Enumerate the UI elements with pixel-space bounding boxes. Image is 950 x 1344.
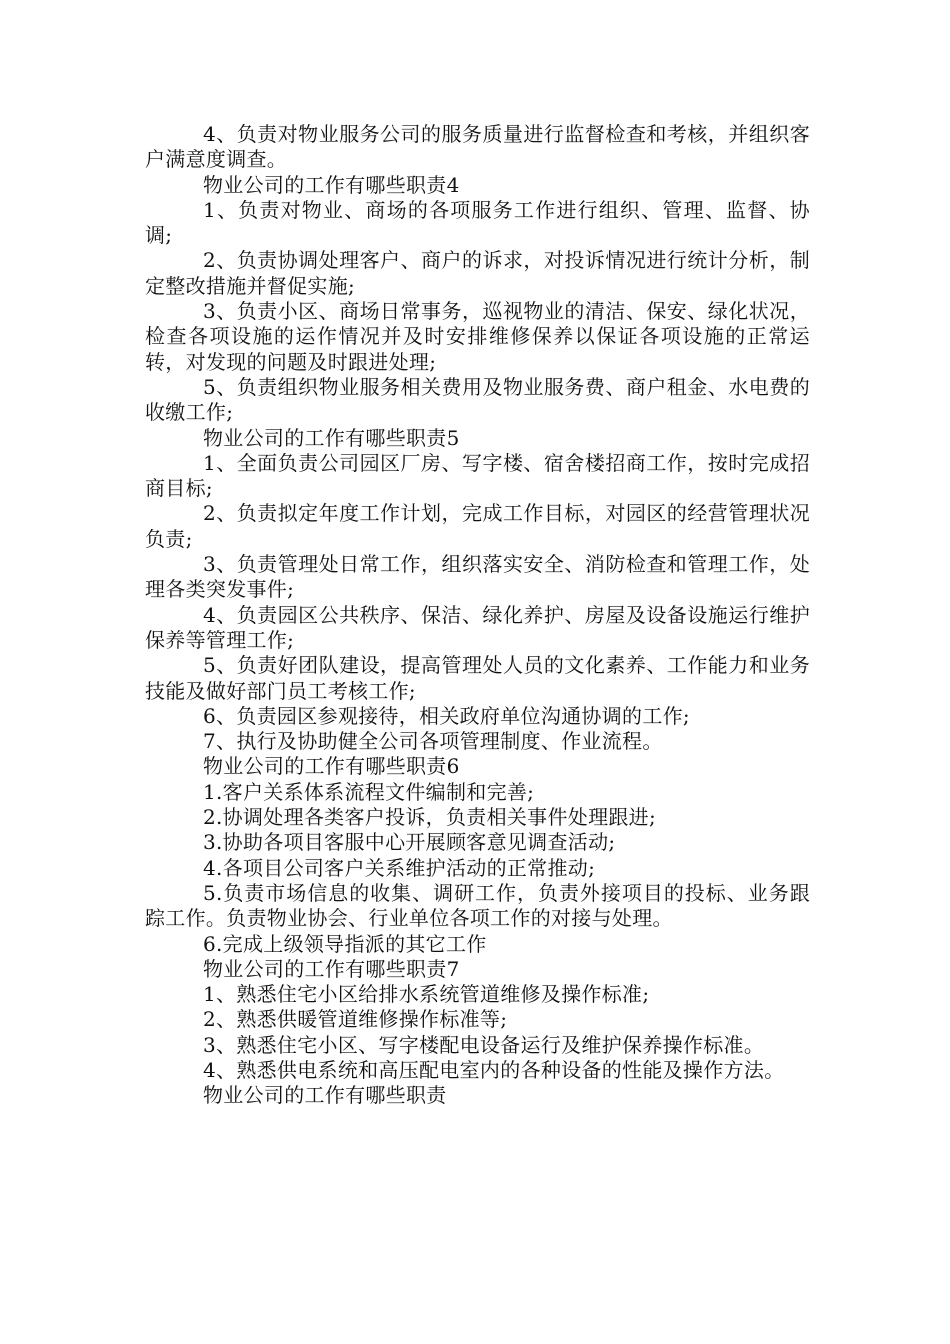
document-body xyxy=(145,122,810,1109)
paragraph: 2、负责协调处理客户、商户的诉求，对投诉情况进行统计分析，制定整改措施并督促实施; xyxy=(145,248,810,298)
paragraph: 4、负责对物业服务公司的服务质量进行监督检查和考核，并组织客户满意度调查。 xyxy=(145,122,810,172)
paragraph: 5、负责组织物业服务相关费用及物业服务费、商户租金、水电费的收缴工作; xyxy=(145,374,810,425)
section-heading: 物业公司的工作有哪些职责 xyxy=(203,1083,447,1108)
paragraph: 5、负责好团队建设，提高管理处人员的文化素养、工作能力和业务技能及做好部门员工考核工作; xyxy=(145,653,810,703)
paragraph: 5.负责市场信息的收集、调研工作，负责外接项目的投标、业务跟踪工作。负责物业协会、行业单位各项工作的对接与处理。 xyxy=(145,880,810,931)
section-heading: 物业公司的工作有哪些职责7 xyxy=(203,956,460,981)
paragraph: 2、熟悉供暖管道维修操作标准等; xyxy=(203,1007,508,1032)
paragraph: 7、执行及协助健全公司各项管理制度、作业流程。 xyxy=(203,729,663,754)
paragraph: 6.完成上级领导指派的其它工作 xyxy=(203,931,487,956)
section-heading: 物业公司的工作有哪些职责4 xyxy=(203,172,460,197)
paragraph: 1.客户关系体系流程文件编制和完善; xyxy=(203,779,535,804)
paragraph: 1、熟悉住宅小区给排水系统管道维修及操作标准; xyxy=(203,982,650,1007)
paragraph: 4、负责园区公共秩序、保洁、绿化养护、房屋及设备设施运行维护保养等管理工作; xyxy=(145,602,810,652)
paragraph: 3、负责管理处日常工作，组织落实安全、消防检查和管理工作，处理各类突发事件; xyxy=(145,552,810,602)
paragraph: 4、熟悉供电系统和高压配电室内的各种设备的性能及操作方法。 xyxy=(203,1057,785,1082)
paragraph: 6、负责园区参观接待，相关政府单位沟通协调的工作; xyxy=(203,703,690,728)
paragraph: 1、负责对物业、商场的各项服务工作进行组织、管理、监督、协调; xyxy=(145,197,810,248)
paragraph: 2.协调处理各类客户投诉，负责相关事件处理跟进; xyxy=(203,805,657,830)
section-heading: 物业公司的工作有哪些职责6 xyxy=(203,754,460,779)
paragraph: 1、全面负责公司园区厂房、写字楼、宿舍楼招商工作，按时完成招商目标; xyxy=(145,450,810,501)
paragraph: 3、负责小区、商场日常事务，巡视物业的清洁、保安、绿化状况，检查各项设施的运作情况并及时安排维修保养以保证各项设施的正常运转，对发现的问题及时跟进处理; xyxy=(145,299,810,374)
paragraph: 2、负责拟定年度工作计划，完成工作目标，对园区的经营管理状况负责; xyxy=(145,501,810,551)
section-heading: 物业公司的工作有哪些职责5 xyxy=(203,425,460,450)
paragraph: 4.各项目公司客户关系维护活动的正常推动; xyxy=(203,855,596,880)
paragraph: 3.协助各项目客服中心开展顾客意见调查活动; xyxy=(203,830,616,855)
paragraph: 3、熟悉住宅小区、写字楼配电设备运行及维护保养操作标准。 xyxy=(203,1032,765,1057)
